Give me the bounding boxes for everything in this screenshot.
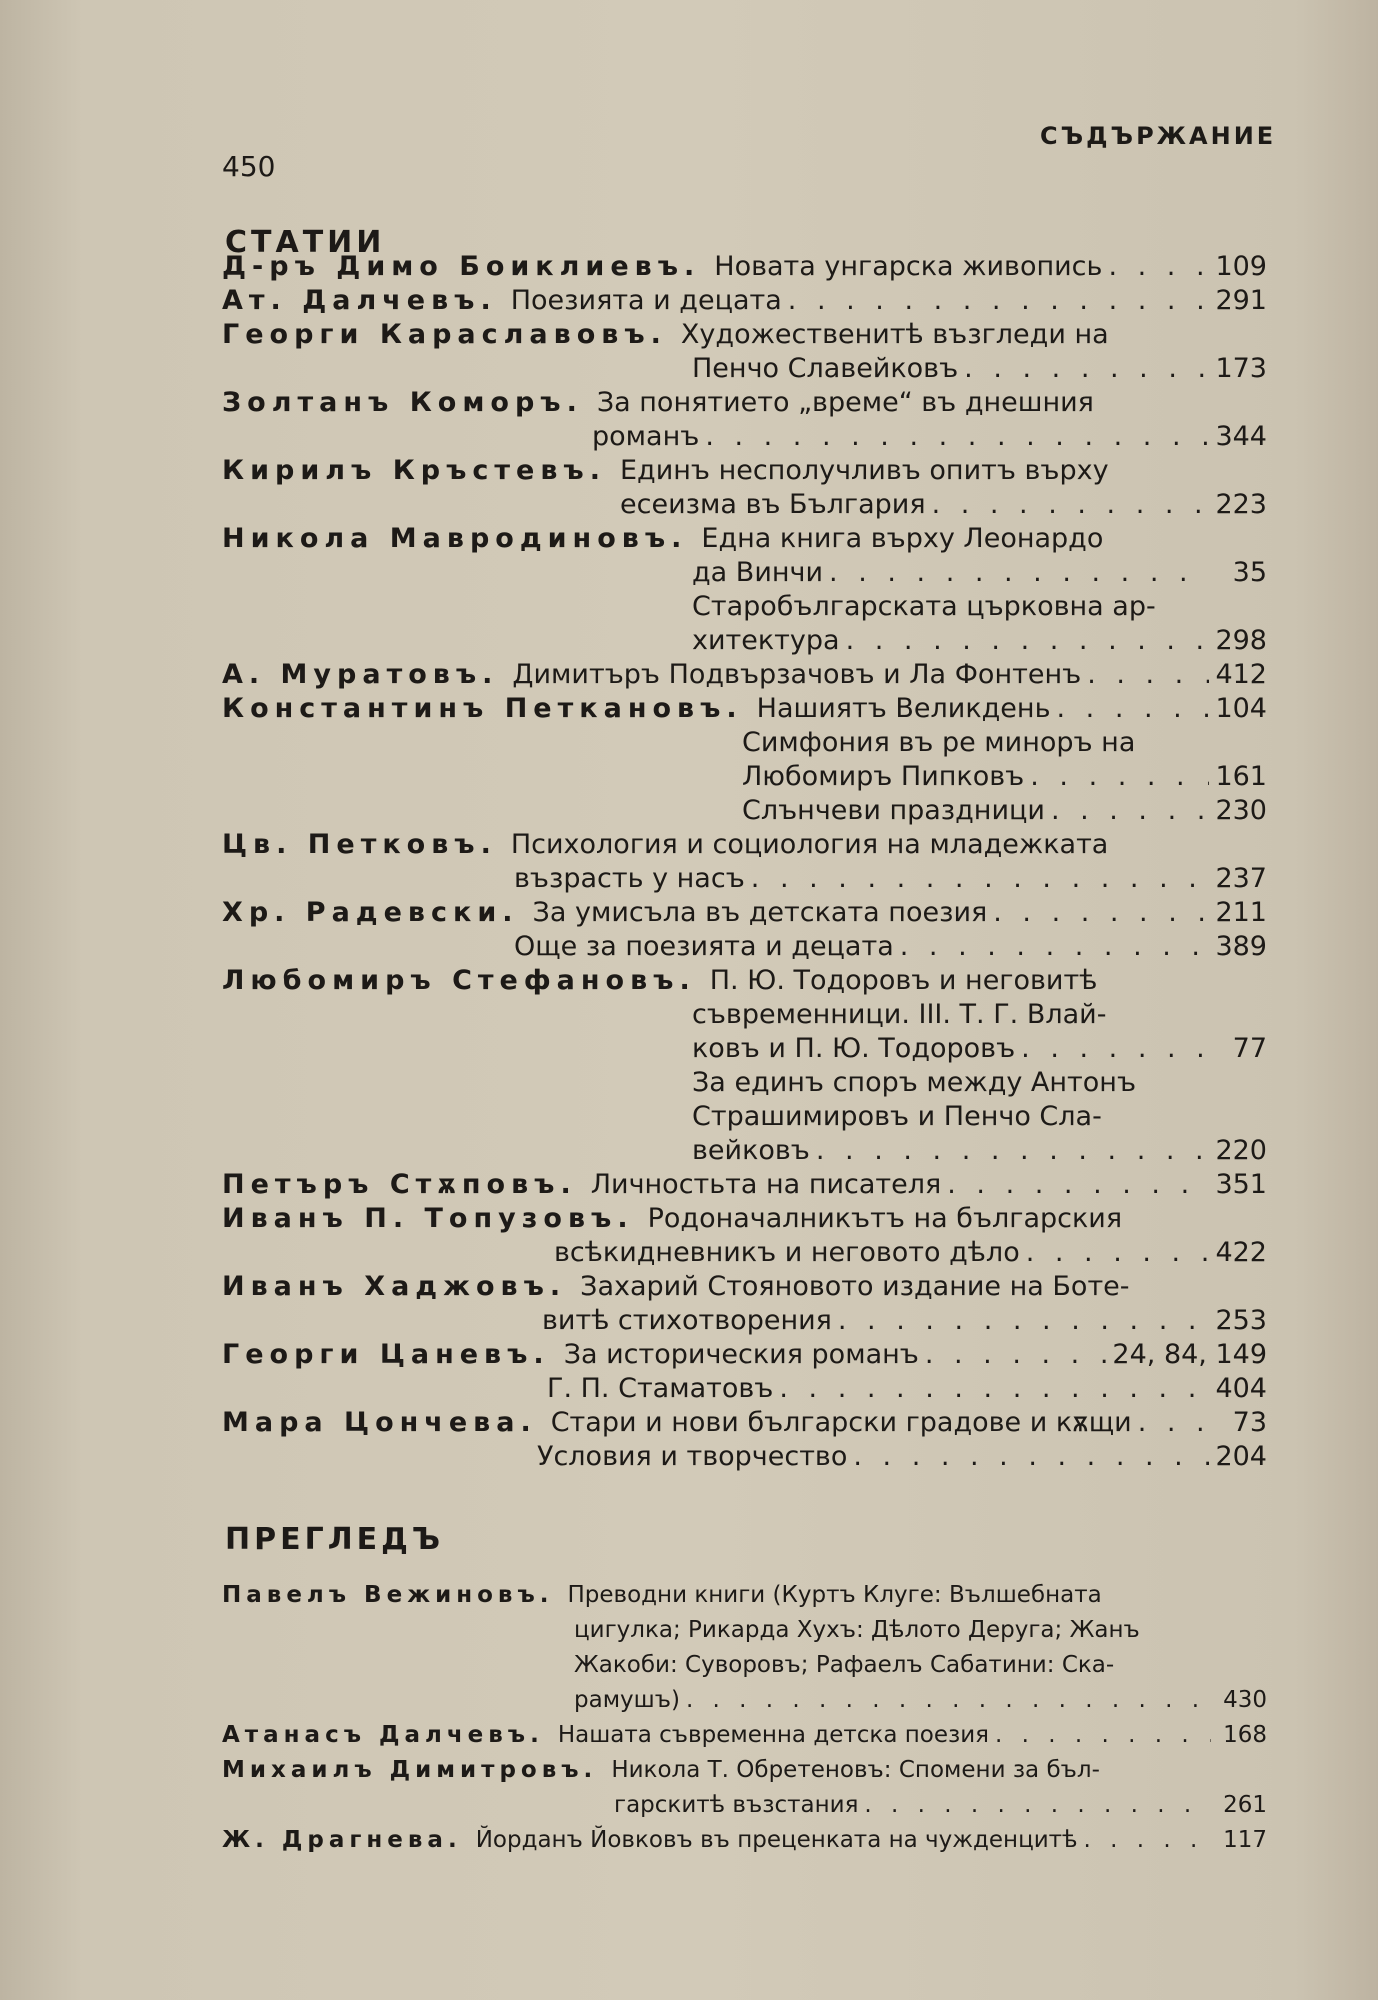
leader-dots xyxy=(853,1440,1209,1474)
entry-author: Никола Мавродиновъ. xyxy=(222,523,688,554)
entry-page: 298 xyxy=(1215,625,1267,656)
entry-title: Родоначалникътъ на българския xyxy=(647,1203,1123,1234)
toc-entry xyxy=(222,522,1267,556)
entry-title: Личностьта на писателя xyxy=(590,1169,942,1200)
toc-entry xyxy=(222,1100,1267,1134)
entry-author: Ж. Драгнева. xyxy=(222,1827,462,1853)
toc-entry xyxy=(222,692,1267,726)
toc-entry xyxy=(222,590,1267,624)
toc-entry xyxy=(222,1168,1267,1202)
section-heading-statii: СТАТИИ xyxy=(225,225,386,260)
toc-entry xyxy=(222,1032,1267,1066)
entry-title: Новата унгарска живопись xyxy=(714,251,1103,282)
entry-title: Никола Т. Обретеновъ: Спомени за бъл- xyxy=(611,1757,1100,1783)
entry-author: Д-ръ Димо Боиклиевъ. xyxy=(222,251,701,282)
leader-dots xyxy=(1030,760,1209,794)
leader-dots xyxy=(864,1788,1211,1823)
toc-entry xyxy=(222,318,1267,352)
entry-author: Золтанъ Коморъ. xyxy=(222,387,583,418)
entry-author: Цв. Петковъ. xyxy=(222,829,497,860)
entry-title: За историческия романъ xyxy=(563,1339,919,1370)
entry-title: гарскитѣ възстания xyxy=(614,1792,859,1818)
toc-entry xyxy=(222,284,1267,318)
entry-author: Мара Цончева. xyxy=(222,1407,537,1438)
entry-title: За единъ споръ между Антонъ xyxy=(692,1067,1137,1098)
entry-page: 291 xyxy=(1215,285,1267,316)
toc-entry xyxy=(222,1718,1267,1753)
leader-dots xyxy=(995,1718,1211,1753)
entry-title: ковъ и П. Ю. Тодоровъ xyxy=(692,1033,1016,1064)
toc-entry xyxy=(222,658,1267,692)
entry-author: Любомиръ Стефановъ. xyxy=(222,965,696,996)
entry-title: Йорданъ Йовковъ въ преценката на чужденцитѣ xyxy=(475,1827,1078,1853)
toc-entry xyxy=(222,1753,1267,1788)
entry-title: Любомиръ Пипковъ xyxy=(742,761,1025,792)
leader-dots xyxy=(1084,1823,1211,1858)
entry-title: романъ xyxy=(592,421,700,452)
entry-page: 223 xyxy=(1215,489,1267,520)
entry-author: Атанасъ Далчевъ. xyxy=(222,1722,544,1748)
entry-page: 104 xyxy=(1215,693,1267,724)
entry-title: За умисъла въ детската поезия xyxy=(532,897,988,928)
leader-dots xyxy=(705,420,1209,454)
entry-title: Страшимировъ и Пенчо Сла- xyxy=(692,1101,1102,1132)
page-number: 450 xyxy=(222,150,276,183)
entry-title: Условия и творчество xyxy=(537,1441,848,1472)
entry-title: Нашата съвременна детска поезия xyxy=(557,1722,989,1748)
entry-title: Димитъръ Подвързачовъ и Ла Фонтенъ xyxy=(512,659,1082,690)
entry-page: 109 xyxy=(1215,251,1267,282)
entry-title: П. Ю. Тодоровъ и неговитѣ xyxy=(709,965,1098,996)
toc-entry xyxy=(222,794,1267,828)
toc-entry xyxy=(222,1304,1267,1338)
entry-title: Психология и социология на младежката xyxy=(510,829,1109,860)
toc-entry xyxy=(222,1134,1267,1168)
entry-title: Пенчо Славейковъ xyxy=(692,353,959,384)
entry-title: Слънчеви праздници xyxy=(742,795,1045,826)
entry-title: Поезията и децата xyxy=(510,285,782,316)
leader-dots xyxy=(1021,1032,1211,1066)
leader-dots xyxy=(846,624,1210,658)
leader-dots xyxy=(947,1168,1209,1202)
toc-entry xyxy=(222,1613,1267,1648)
entry-title: есеизма въ България xyxy=(620,489,926,520)
entry-page: 230 xyxy=(1215,795,1267,826)
entry-page: 389 xyxy=(1215,931,1267,962)
toc-entry xyxy=(222,964,1267,998)
leader-dots xyxy=(993,896,1209,930)
entry-title: да Винчи xyxy=(692,557,824,588)
entry-page: 211 xyxy=(1215,897,1267,928)
leader-dots xyxy=(964,352,1209,386)
entry-author: Ат. Далчевъ. xyxy=(222,285,497,316)
entry-title: Една книга върху Леонардо xyxy=(701,523,1104,554)
toc-entry xyxy=(222,420,1267,454)
entry-page: 351 xyxy=(1215,1169,1267,1200)
toc-entry xyxy=(222,998,1267,1032)
toc-entry xyxy=(222,1372,1267,1406)
leader-dots xyxy=(1087,658,1209,692)
entry-page: 237 xyxy=(1215,863,1267,894)
toc-entry xyxy=(222,352,1267,386)
entry-page: 204 xyxy=(1215,1441,1267,1472)
entry-title: рамушъ) xyxy=(574,1687,680,1713)
pregled-list xyxy=(222,1578,1267,1858)
entry-title: За понятието „време“ въ днешния xyxy=(596,387,1094,418)
entry-page: 77 xyxy=(1232,1033,1267,1064)
toc-entry xyxy=(222,760,1267,794)
section-heading-pregled: ПРЕГЛЕДЪ xyxy=(225,1522,445,1557)
entry-page: 173 xyxy=(1215,353,1267,384)
leader-dots xyxy=(1108,250,1209,284)
toc-entry xyxy=(222,1440,1267,1474)
leader-dots xyxy=(1056,692,1209,726)
toc-entry xyxy=(222,1823,1267,1858)
entry-page: 430 xyxy=(1223,1687,1267,1713)
entry-author: Петъръ Стѫповъ. xyxy=(222,1169,577,1200)
entry-title: Симфония въ ре миноръ на xyxy=(742,727,1136,758)
toc-entry xyxy=(222,828,1267,862)
running-header-title: СЪДЪРЖАНИЕ xyxy=(1040,122,1277,150)
leader-dots xyxy=(779,1372,1209,1406)
entry-author: Иванъ Хаджовъ. xyxy=(222,1271,567,1302)
entry-title: Още за поезията и децата xyxy=(514,931,894,962)
leader-dots xyxy=(932,488,1210,522)
entry-page: 168 xyxy=(1223,1722,1267,1748)
entry-author: Георги Караславовъ. xyxy=(222,319,667,350)
toc-entry xyxy=(222,1406,1267,1440)
entry-title: Стари и нови български градове и кѫщи xyxy=(550,1407,1132,1438)
leader-dots xyxy=(1026,1236,1210,1270)
entry-page: 117 xyxy=(1223,1827,1267,1853)
leader-dots xyxy=(1138,1406,1211,1440)
entry-title: вейковъ xyxy=(692,1135,810,1166)
toc-entry xyxy=(222,386,1267,420)
toc-entry xyxy=(222,1236,1267,1270)
entry-author: Константинъ Петкановъ. xyxy=(222,693,743,724)
toc-entry xyxy=(222,1648,1267,1683)
entry-author: Хр. Радевски. xyxy=(222,897,519,928)
entry-title: Г. П. Стаматовъ xyxy=(547,1373,774,1404)
toc-entry xyxy=(222,250,1267,284)
entry-author: Кирилъ Кръстевъ. xyxy=(222,455,606,486)
entry-title: Старобългарската църковна ар- xyxy=(692,591,1156,622)
entry-title: цигулка; Рикарда Хухъ: Дѣлото Деруга; Жанъ xyxy=(574,1617,1140,1643)
entry-author: А. Муратовъ. xyxy=(222,659,499,690)
entry-page: 24, 84, 149 xyxy=(1112,1339,1267,1370)
entry-author: Иванъ П. Топузовъ. xyxy=(222,1203,634,1234)
entry-title: съвременници. III. Т. Г. Влай- xyxy=(692,999,1107,1030)
entry-page: 404 xyxy=(1215,1373,1267,1404)
toc-entry xyxy=(222,1788,1267,1823)
toc-entry xyxy=(222,1202,1267,1236)
toc-entry xyxy=(222,1338,1267,1372)
leader-dots xyxy=(900,930,1210,964)
entry-page: 253 xyxy=(1215,1305,1267,1336)
entry-author: Павелъ Вежиновъ. xyxy=(222,1582,554,1608)
toc-entry xyxy=(222,488,1267,522)
leader-dots xyxy=(751,862,1210,896)
entry-page: 422 xyxy=(1215,1237,1267,1268)
entry-title: Преводни книги (Куртъ Клуге: Вълшебната xyxy=(567,1582,1102,1608)
entry-page: 261 xyxy=(1223,1792,1267,1818)
toc-entry xyxy=(222,1066,1267,1100)
entry-title: Захарий Стояновото издание на Боте- xyxy=(580,1271,1130,1302)
statii-list xyxy=(222,250,1267,1474)
leader-dots xyxy=(788,284,1210,318)
leader-dots xyxy=(816,1134,1210,1168)
entry-title: възрасть у насъ xyxy=(514,863,745,894)
toc-entry xyxy=(222,896,1267,930)
entry-page: 161 xyxy=(1215,761,1267,792)
toc-entry xyxy=(222,862,1267,896)
entry-title: хитектура xyxy=(692,625,840,656)
toc-entry xyxy=(222,556,1267,590)
entry-page: 35 xyxy=(1232,557,1267,588)
entry-page: 412 xyxy=(1215,659,1267,690)
entry-title: Единъ несполучливъ опитъ върху xyxy=(619,455,1109,486)
leader-dots xyxy=(829,556,1211,590)
entry-title: Жакоби: Суворовъ; Рафаелъ Сабатини: Ска- xyxy=(574,1652,1115,1678)
leader-dots xyxy=(1051,794,1210,828)
toc-entry xyxy=(222,726,1267,760)
toc-entry xyxy=(222,1270,1267,1304)
toc-entry xyxy=(222,1683,1267,1718)
entry-author: Георги Цаневъ. xyxy=(222,1339,550,1370)
entry-page: 344 xyxy=(1215,421,1267,452)
leader-dots xyxy=(686,1683,1211,1718)
toc-entry xyxy=(222,624,1267,658)
toc-entry xyxy=(222,454,1267,488)
entry-title: витѣ стихотворения xyxy=(542,1305,832,1336)
entry-title: всѣкидневникъ и неговото дѣло xyxy=(554,1237,1020,1268)
toc-entry xyxy=(222,1578,1267,1613)
entry-page: 73 xyxy=(1232,1407,1267,1438)
entry-title: Художественитѣ възгледи на xyxy=(680,319,1109,350)
toc-entry xyxy=(222,930,1267,964)
entry-author: Михаилъ Димитровъ. xyxy=(222,1757,598,1783)
leader-dots xyxy=(925,1338,1107,1372)
entry-page: 220 xyxy=(1215,1135,1267,1166)
entry-title: Нашиятъ Великдень xyxy=(756,693,1051,724)
leader-dots xyxy=(838,1304,1210,1338)
